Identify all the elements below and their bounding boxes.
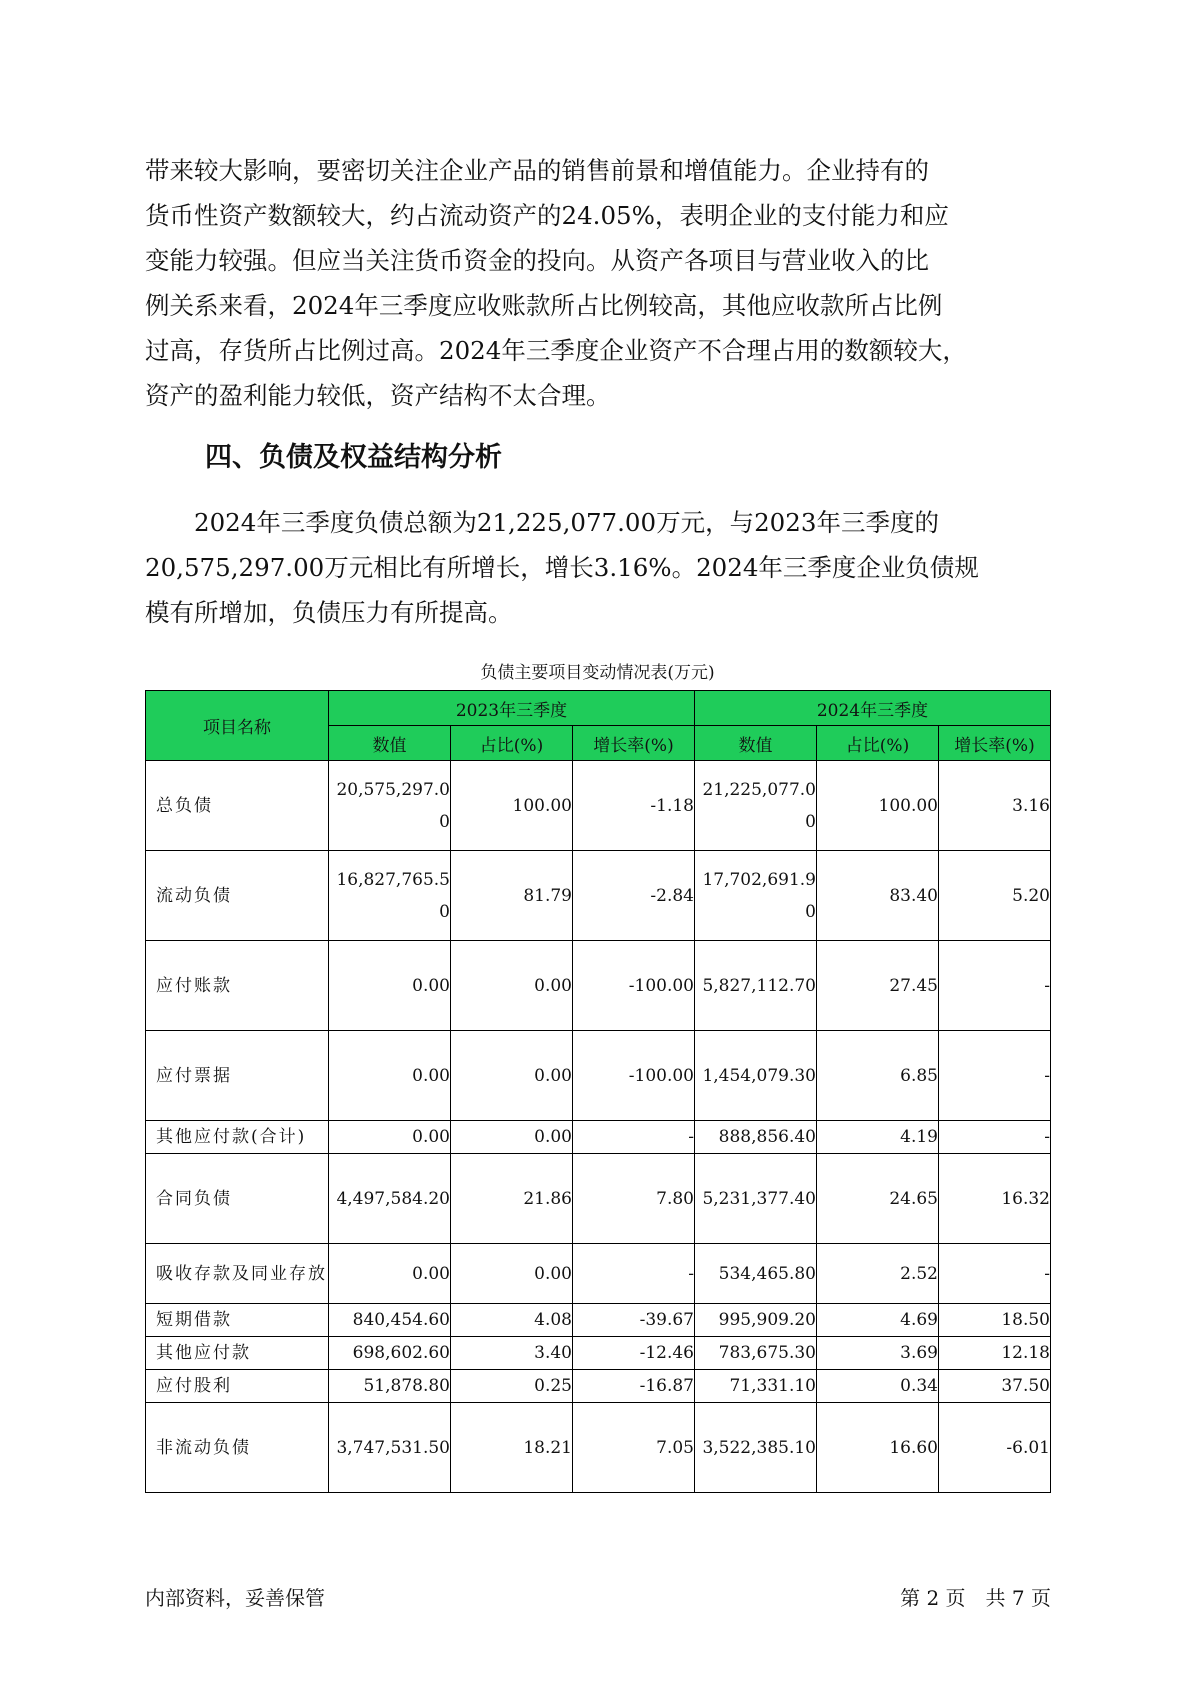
row-item-name-text: 应付票据 bbox=[156, 1065, 232, 1086]
row-item-name-text: 短期借款 bbox=[156, 1310, 232, 1330]
cell-growth-2023 bbox=[573, 851, 695, 941]
cell-share-2023 bbox=[451, 1337, 573, 1370]
cell-share-2023-text: 18.21 bbox=[523, 1437, 572, 1458]
header-period-2024: 2024年三季度 bbox=[695, 691, 1051, 726]
row-item-name bbox=[146, 1337, 329, 1370]
row-item-name-text: 应付账款 bbox=[156, 975, 232, 996]
cell-value-2024 bbox=[695, 1154, 817, 1244]
cell-share-2023-text: 4.08 bbox=[534, 1310, 572, 1330]
cell-share-2024-text: 0.34 bbox=[900, 1376, 938, 1396]
cell-growth-2024 bbox=[939, 1370, 1051, 1403]
cell-value-2024 bbox=[695, 1337, 817, 1370]
text-line: 过高，存货所占比例过高。2024年三季度企业资产不合理占用的数额较大， bbox=[145, 336, 967, 365]
text-line: 例关系来看，2024年三季度应收账款所占比例较高，其他应收款所占比例 bbox=[145, 291, 943, 320]
cell-growth-2024-text: 3.16 bbox=[1012, 795, 1050, 816]
cell-share-2023-text: 0.00 bbox=[534, 975, 572, 996]
cell-growth-2023-text: 7.80 bbox=[656, 1188, 694, 1209]
cell-growth-2023 bbox=[573, 1337, 695, 1370]
cell-value-2023 bbox=[329, 1370, 451, 1403]
cell-value-2024 bbox=[695, 851, 817, 941]
cell-growth-2024 bbox=[939, 1154, 1051, 1244]
text-line: 20,575,297.00万元相比有所增长，增长3.16%。2024年三季度企业负债规 bbox=[145, 553, 979, 582]
cell-growth-2023-text: -39.67 bbox=[639, 1310, 694, 1330]
cell-share-2023-text: 100.00 bbox=[512, 795, 572, 816]
cell-share-2024-text: 2.52 bbox=[900, 1263, 938, 1284]
cell-value-2023-text: 3,747,531.50 bbox=[336, 1437, 450, 1458]
cell-share-2024 bbox=[817, 941, 939, 1031]
table-row bbox=[146, 1403, 1051, 1493]
cell-share-2024 bbox=[817, 1031, 939, 1121]
table-row bbox=[146, 761, 1051, 851]
cell-share-2024 bbox=[817, 761, 939, 851]
header-share-2024: 占比(%) bbox=[817, 726, 939, 761]
row-item-name bbox=[146, 761, 329, 851]
cell-growth-2023-text: 7.05 bbox=[656, 1437, 694, 1458]
row-item-name bbox=[146, 1244, 329, 1304]
cell-share-2024 bbox=[817, 1403, 939, 1493]
cell-share-2023-text: 0.25 bbox=[534, 1376, 572, 1396]
cell-share-2024 bbox=[817, 1370, 939, 1403]
cell-growth-2023 bbox=[573, 1304, 695, 1337]
cell-share-2024-text: 6.85 bbox=[900, 1065, 938, 1086]
cell-share-2023 bbox=[451, 851, 573, 941]
cell-value-2023-text: 0.00 bbox=[412, 975, 450, 996]
cell-share-2023 bbox=[451, 941, 573, 1031]
cell-share-2023 bbox=[451, 1121, 573, 1154]
row-item-name-text: 非流动负债 bbox=[156, 1437, 251, 1458]
cell-growth-2023 bbox=[573, 941, 695, 1031]
text-line: 模有所增加，负债压力有所提高。 bbox=[145, 598, 513, 627]
cell-growth-2023 bbox=[573, 1244, 695, 1304]
paragraph-liabilities bbox=[145, 500, 1045, 635]
row-item-name bbox=[146, 1304, 329, 1337]
cell-value-2024-text: 71,331.10 bbox=[729, 1376, 816, 1396]
cell-value-2023 bbox=[329, 1244, 451, 1304]
cell-growth-2024 bbox=[939, 1337, 1051, 1370]
cell-share-2023-text: 81.79 bbox=[523, 885, 572, 906]
cell-share-2024-text: 24.65 bbox=[889, 1188, 938, 1209]
cell-value-2023-text: 0.00 bbox=[412, 1127, 450, 1147]
cell-value-2023-text: 20,575,297.00 bbox=[336, 779, 450, 832]
cell-value-2024-text: 3,522,385.10 bbox=[702, 1437, 816, 1458]
text-line: 2024年三季度负债总额为21,225,077.00万元，与2023年三季度的 bbox=[145, 508, 939, 537]
cell-value-2023 bbox=[329, 941, 451, 1031]
cell-value-2023-text: 4,497,584.20 bbox=[336, 1188, 450, 1209]
cell-value-2023 bbox=[329, 1403, 451, 1493]
cell-value-2023-text: 0.00 bbox=[412, 1065, 450, 1086]
cell-value-2024-text: 1,454,079.30 bbox=[702, 1065, 816, 1086]
cell-share-2024-text: 27.45 bbox=[889, 975, 938, 996]
table-caption: 负债主要项目变动情况表(万元) bbox=[480, 663, 715, 683]
cell-growth-2024-text: 12.18 bbox=[1001, 1343, 1050, 1363]
row-item-name bbox=[146, 1370, 329, 1403]
cell-value-2024 bbox=[695, 1403, 817, 1493]
cell-growth-2024-text: 5.20 bbox=[1012, 885, 1050, 906]
cell-value-2024 bbox=[695, 1370, 817, 1403]
cell-growth-2023 bbox=[573, 1121, 695, 1154]
cell-growth-2023-text: -12.46 bbox=[639, 1343, 694, 1363]
cell-share-2024 bbox=[817, 851, 939, 941]
cell-share-2023-text: 21.86 bbox=[523, 1188, 572, 1209]
cell-growth-2024 bbox=[939, 851, 1051, 941]
cell-growth-2024 bbox=[939, 761, 1051, 851]
cell-value-2023 bbox=[329, 1337, 451, 1370]
cell-value-2023-text: 698,602.60 bbox=[352, 1343, 450, 1363]
cell-value-2024-text: 995,909.20 bbox=[718, 1310, 816, 1330]
header-growth-2023: 增长率(%) bbox=[573, 726, 695, 761]
cell-value-2023-text: 0.00 bbox=[412, 1263, 450, 1284]
header-value-2024: 数值 bbox=[695, 726, 817, 761]
cell-share-2023 bbox=[451, 1370, 573, 1403]
liabilities-table bbox=[145, 690, 1051, 1493]
cell-growth-2024 bbox=[939, 1121, 1051, 1154]
row-item-name bbox=[146, 851, 329, 941]
header-share-2023: 占比(%) bbox=[451, 726, 573, 761]
cell-growth-2024-text: -6.01 bbox=[1006, 1437, 1050, 1458]
header-growth-2024: 增长率(%) bbox=[939, 726, 1051, 761]
cell-value-2024 bbox=[695, 1031, 817, 1121]
footer-confidential-note: 内部资料，妥善保管 bbox=[145, 1586, 325, 1610]
cell-share-2023-text: 0.00 bbox=[534, 1263, 572, 1284]
cell-share-2024-text: 83.40 bbox=[889, 885, 938, 906]
text-line: 资产的盈利能力较低，资产结构不太合理。 bbox=[145, 381, 611, 410]
text-line: 带来较大影响，要密切关注企业产品的销售前景和增值能力。企业持有的 bbox=[145, 156, 929, 185]
cell-growth-2024-text: - bbox=[1044, 1127, 1050, 1147]
cell-share-2023-text: 0.00 bbox=[534, 1065, 572, 1086]
cell-growth-2023 bbox=[573, 1403, 695, 1493]
table-row bbox=[146, 1337, 1051, 1370]
text-line: 货币性资产数额较大，约占流动资产的24.05%，表明企业的支付能力和应 bbox=[145, 201, 949, 230]
row-item-name-text: 合同负债 bbox=[156, 1188, 232, 1209]
cell-value-2023 bbox=[329, 761, 451, 851]
table-row bbox=[146, 1304, 1051, 1337]
cell-growth-2024 bbox=[939, 1031, 1051, 1121]
cell-growth-2023-text: -100.00 bbox=[628, 975, 694, 996]
table-row bbox=[146, 1031, 1051, 1121]
cell-value-2024 bbox=[695, 941, 817, 1031]
cell-growth-2024-text: 16.32 bbox=[1001, 1188, 1050, 1209]
row-item-name-text: 应付股利 bbox=[156, 1376, 232, 1396]
cell-share-2023 bbox=[451, 761, 573, 851]
cell-value-2024 bbox=[695, 1244, 817, 1304]
section-heading: 四、负债及权益结构分析 bbox=[205, 442, 502, 473]
cell-growth-2023-text: -1.18 bbox=[650, 795, 694, 816]
cell-share-2024 bbox=[817, 1121, 939, 1154]
cell-value-2024 bbox=[695, 761, 817, 851]
table-row bbox=[146, 1154, 1051, 1244]
cell-growth-2023 bbox=[573, 1370, 695, 1403]
cell-value-2023 bbox=[329, 1304, 451, 1337]
cell-value-2023-text: 16,827,765.50 bbox=[336, 869, 450, 922]
cell-value-2024 bbox=[695, 1304, 817, 1337]
cell-growth-2024-text: 37.50 bbox=[1001, 1376, 1050, 1396]
cell-value-2023 bbox=[329, 1154, 451, 1244]
table-row bbox=[146, 941, 1051, 1031]
row-item-name bbox=[146, 1121, 329, 1154]
cell-growth-2024 bbox=[939, 1244, 1051, 1304]
cell-share-2023 bbox=[451, 1403, 573, 1493]
cell-share-2024-text: 4.69 bbox=[900, 1310, 938, 1330]
cell-share-2024-text: 16.60 bbox=[889, 1437, 938, 1458]
cell-value-2024-text: 783,675.30 bbox=[718, 1343, 816, 1363]
cell-growth-2023 bbox=[573, 1154, 695, 1244]
header-period-2023: 2023年三季度 bbox=[329, 691, 695, 726]
table-row bbox=[146, 1244, 1051, 1304]
cell-share-2023-text: 0.00 bbox=[534, 1127, 572, 1147]
cell-value-2024-text: 21,225,077.00 bbox=[702, 779, 816, 832]
cell-growth-2024 bbox=[939, 1403, 1051, 1493]
cell-share-2024 bbox=[817, 1154, 939, 1244]
cell-growth-2023-text: -100.00 bbox=[628, 1065, 694, 1086]
row-item-name bbox=[146, 941, 329, 1031]
row-item-name bbox=[146, 1031, 329, 1121]
cell-share-2023 bbox=[451, 1154, 573, 1244]
cell-value-2023-text: 840,454.60 bbox=[352, 1310, 450, 1330]
table-row bbox=[146, 1121, 1051, 1154]
cell-share-2024 bbox=[817, 1337, 939, 1370]
cell-growth-2023-text: -2.84 bbox=[650, 885, 694, 906]
cell-growth-2023-text: - bbox=[688, 1127, 694, 1147]
cell-value-2024-text: 5,827,112.70 bbox=[702, 975, 816, 996]
header-item-name: 项目名称 bbox=[146, 691, 329, 761]
row-item-name bbox=[146, 1403, 329, 1493]
cell-share-2023-text: 3.40 bbox=[534, 1343, 572, 1363]
cell-growth-2023 bbox=[573, 1031, 695, 1121]
cell-value-2024-text: 534,465.80 bbox=[718, 1263, 816, 1284]
cell-share-2024 bbox=[817, 1304, 939, 1337]
paragraph-asset-structure bbox=[145, 148, 1045, 418]
cell-growth-2024-text: - bbox=[1044, 975, 1050, 996]
cell-growth-2023 bbox=[573, 761, 695, 851]
row-item-name-text: 流动负债 bbox=[156, 885, 232, 906]
table-row bbox=[146, 851, 1051, 941]
cell-share-2023 bbox=[451, 1244, 573, 1304]
cell-value-2024-text: 5,231,377.40 bbox=[702, 1188, 816, 1209]
cell-share-2023 bbox=[451, 1304, 573, 1337]
cell-growth-2024 bbox=[939, 941, 1051, 1031]
row-item-name-text: 总负债 bbox=[156, 795, 213, 816]
cell-share-2023 bbox=[451, 1031, 573, 1121]
footer-page-number: 第 2 页 共 7 页 bbox=[900, 1586, 1051, 1610]
row-item-name-text: 吸收存款及同业存放 bbox=[156, 1263, 327, 1284]
row-item-name-text: 其他应付款(合计) bbox=[156, 1127, 307, 1147]
header-value-2023: 数值 bbox=[329, 726, 451, 761]
text-line: 变能力较强。但应当关注货币资金的投向。从资产各项目与营业收入的比 bbox=[145, 246, 929, 275]
cell-share-2024-text: 100.00 bbox=[878, 795, 938, 816]
cell-growth-2023-text: -16.87 bbox=[639, 1376, 694, 1396]
cell-growth-2024-text: 18.50 bbox=[1001, 1310, 1050, 1330]
cell-value-2023 bbox=[329, 1121, 451, 1154]
cell-share-2024-text: 4.19 bbox=[900, 1127, 938, 1147]
cell-value-2024 bbox=[695, 1121, 817, 1154]
row-item-name-text: 其他应付款 bbox=[156, 1343, 251, 1363]
cell-value-2023 bbox=[329, 1031, 451, 1121]
cell-share-2024 bbox=[817, 1244, 939, 1304]
cell-value-2024-text: 17,702,691.90 bbox=[702, 869, 816, 922]
cell-growth-2024 bbox=[939, 1304, 1051, 1337]
cell-growth-2023-text: - bbox=[688, 1263, 694, 1284]
cell-growth-2024-text: - bbox=[1044, 1065, 1050, 1086]
cell-value-2023-text: 51,878.80 bbox=[363, 1376, 450, 1396]
cell-value-2023 bbox=[329, 851, 451, 941]
cell-share-2024-text: 3.69 bbox=[900, 1343, 938, 1363]
cell-value-2024-text: 888,856.40 bbox=[718, 1127, 816, 1147]
row-item-name bbox=[146, 1154, 329, 1244]
table-row bbox=[146, 1370, 1051, 1403]
cell-growth-2024-text: - bbox=[1044, 1263, 1050, 1284]
